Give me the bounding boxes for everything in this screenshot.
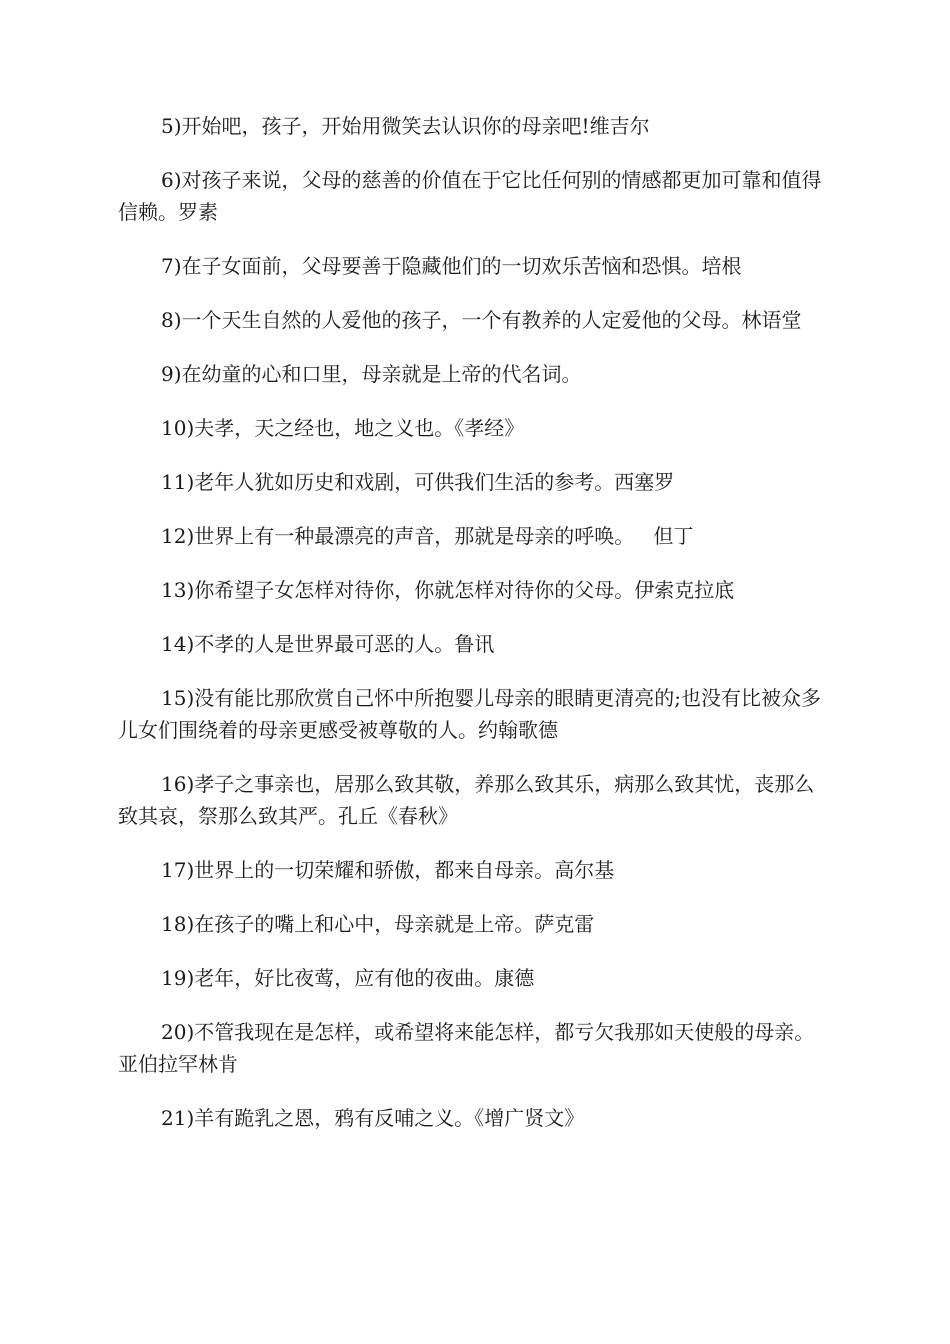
quote-paragraph: 20)不管我现在是怎样，或希望将来能怎样，都亏欠我那如天使般的母亲。亚伯拉罕林肯 bbox=[118, 1020, 815, 1076]
quote-paragraph: 13)你希望子女怎样对待你，你就怎样对待你的父母。伊索克拉底 bbox=[161, 578, 735, 602]
quote-paragraph: 17)世界上的一切荣耀和骄傲，都来自母亲。高尔基 bbox=[161, 858, 615, 882]
quote-paragraph: 18)在孩子的嘴上和心中，母亲就是上帝。萨克雷 bbox=[161, 912, 595, 936]
quote-paragraph: 14)不孝的人是世界最可恶的人。鲁讯 bbox=[161, 632, 495, 656]
quote-paragraph: 11)老年人犹如历史和戏剧，可供我们生活的参考。西塞罗 bbox=[161, 470, 675, 494]
quote-paragraph: 5)开始吧，孩子，开始用微笑去认识你的母亲吧!维吉尔 bbox=[161, 114, 650, 138]
quote-paragraph: 21)羊有跪乳之恩，鸦有反哺之义。《增广贤文》 bbox=[161, 1106, 585, 1130]
quote-paragraph: 6)对孩子来说，父母的慈善的价值在于它比任何别的情感都更加可靠和值得信赖。罗素 bbox=[118, 168, 822, 224]
quote-paragraph: 7)在子女面前，父母要善于隐藏他们的一切欢乐苦恼和恐惧。培根 bbox=[161, 254, 742, 278]
quote-paragraph: 10)夫孝，天之经也，地之义也。《孝经》 bbox=[161, 416, 525, 440]
quote-paragraph: 19)老年，好比夜莺，应有他的夜曲。康德 bbox=[161, 966, 535, 990]
document-body bbox=[118, 110, 834, 1156]
quote-paragraph: 9)在幼童的心和口里，母亲就是上帝的代名词。 bbox=[161, 362, 582, 386]
quote-paragraph: 8)一个天生自然的人爱他的孩子，一个有教养的人定爱他的父母。林语堂 bbox=[161, 308, 802, 332]
quote-paragraph: 15)没有能比那欣赏自己怀中所抱婴儿母亲的眼睛更清亮的;也没有比被众多儿女们围绕着的母亲更感受被尊敬的人。约翰歌德 bbox=[118, 686, 821, 742]
quote-paragraph: 12)世界上有一种最漂亮的声音，那就是母亲的呼唤。 但丁 bbox=[161, 524, 694, 548]
quote-paragraph: 16)孝子之事亲也，居那么致其敬，养那么致其乐，病那么致其忧，丧那么致其哀，祭那么致其严。孔丘《春秋》 bbox=[118, 772, 815, 828]
